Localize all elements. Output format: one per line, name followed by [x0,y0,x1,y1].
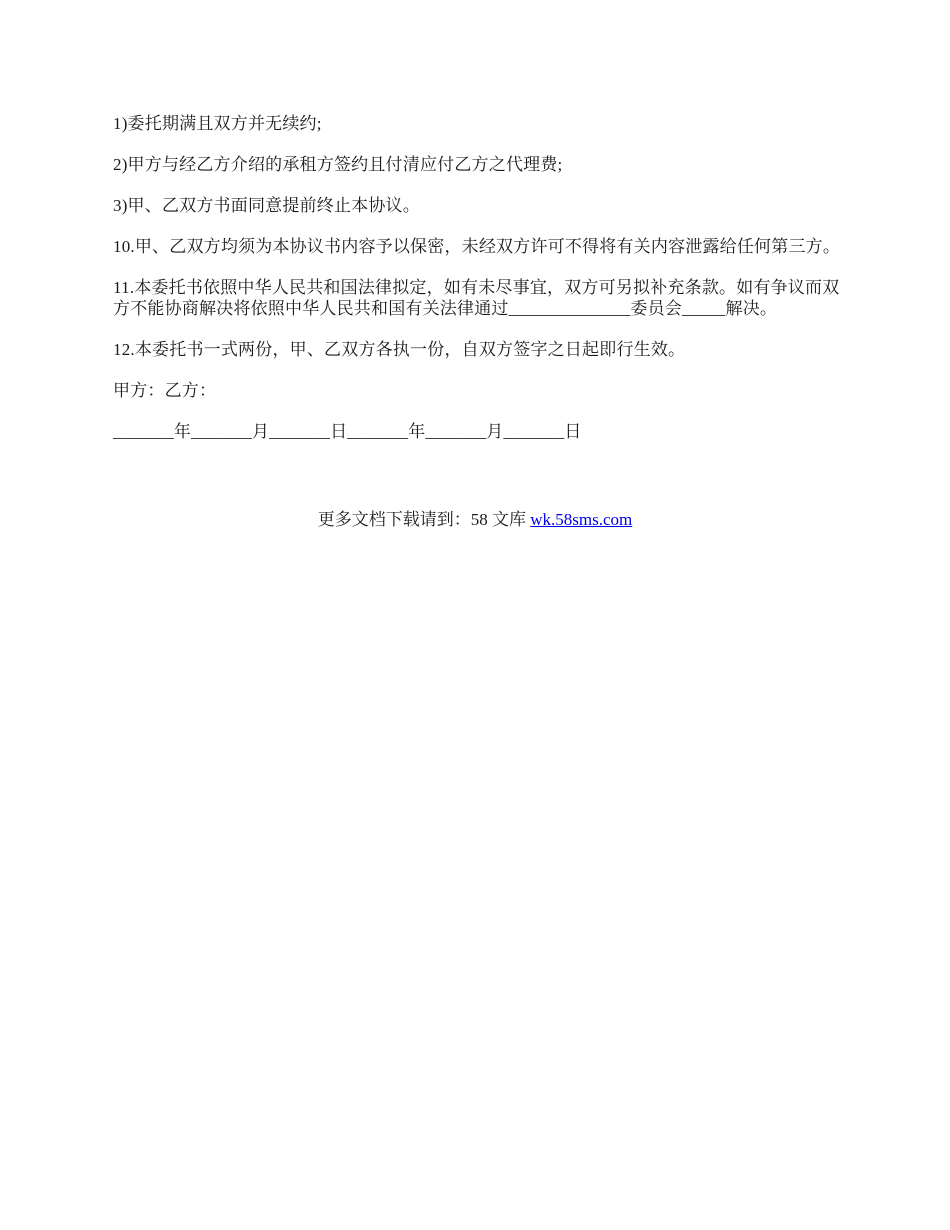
clause-12: 12.本委托书一式两份，甲、乙双方各执一份，自双方签字之日起即行生效。 [113,340,686,359]
footer-link[interactable]: wk.58sms.com [530,510,633,529]
party-signatures: 甲方：乙方： [113,381,217,400]
clause-1-item-3: 3)甲、乙双方书面同意提前终止本协议。 [113,196,420,215]
footer [0,509,950,530]
clause-1-item-2: 2)甲方与经乙方介绍的承租方签约且付清应付乙方之代理费; [113,155,563,174]
footer-text: 更多文档下载请到：58 文库 [317,510,531,529]
clause-10: 10.甲、乙双方均须为本协议书内容予以保密，未经双方许可不得将有关内容泄露给任何第三方。 [113,237,841,256]
clause-1-item-1: 1)委托期满且双方并无续约; [113,114,322,133]
document-body [113,113,841,462]
clause-11: 11.本委托书依照中华人民共和国法律拟定，如有未尽事宜，双方可另拟补充条款。如有争议而双方不能协商解决将依照中华人民共和国有关法律通过______________委员会_____解决。 [113,278,840,318]
signature-dates: _______年_______月_______日_______年_______月_______日 [113,422,582,441]
